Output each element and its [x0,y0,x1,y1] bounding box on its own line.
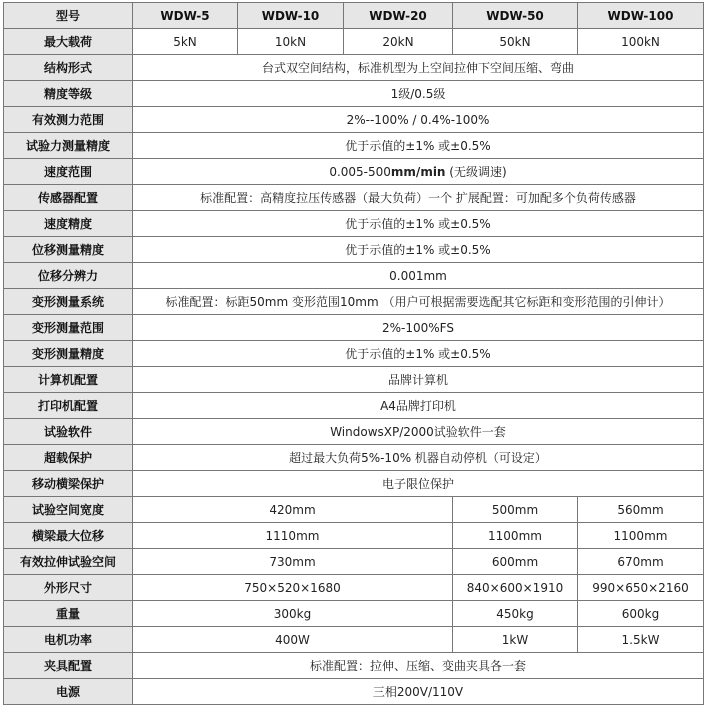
spec-row [4,575,704,601]
spec-value: A4品牌打印机 [133,393,704,419]
spec-row [4,601,704,627]
row-label: 位移测量精度 [4,237,133,263]
row-label: 移动横梁保护 [4,471,133,497]
spec-row [4,315,704,341]
spec-value: 670mm [578,549,704,575]
spec-value: 1100mm [453,523,578,549]
spec-row [4,81,704,107]
row-label: 重量 [4,601,133,627]
spec-row [4,237,704,263]
row-label: 位移分辨力 [4,263,133,289]
spec-row [4,133,704,159]
spec-row [4,627,704,653]
speed-range-note: (无级调速) [445,165,507,179]
spec-row [4,55,704,81]
spec-value: 450kg [453,601,578,627]
spec-value: 优于示值的±1% 或±0.5% [133,237,704,263]
spec-row [4,679,704,705]
spec-row [4,367,704,393]
row-label: 超载保护 [4,445,133,471]
row-label: 电机功率 [4,627,133,653]
spec-value: 电子限位保护 [133,471,704,497]
spec-row [4,185,704,211]
spec-value: 优于示值的±1% 或±0.5% [133,341,704,367]
row-label: 结构形式 [4,55,133,81]
spec-value: 优于示值的±1% 或±0.5% [133,211,704,237]
row-label: 电源 [4,679,133,705]
spec-value: 1kW [453,627,578,653]
spec-table [3,2,704,705]
model-header-row [4,3,704,29]
spec-value: 840×600×1910 [453,575,578,601]
spec-value: 1.5kW [578,627,704,653]
spec-value: 2%-100%FS [133,315,704,341]
spec-value: 5kN [133,29,238,55]
spec-row [4,211,704,237]
spec-value: 300kg [133,601,453,627]
spec-value: 400W [133,627,453,653]
spec-row [4,549,704,575]
spec-value: 2%--100% / 0.4%-100% [133,107,704,133]
model-name: WDW-20 [344,3,453,29]
spec-value: 1100mm [578,523,704,549]
spec-value: 750×520×1680 [133,575,453,601]
spec-value: 台式双空间结构，标准机型为上空间拉伸下空间压缩、弯曲 [133,55,704,81]
spec-row [4,653,704,679]
spec-value: 标准配置：高精度拉压传感器（最大负荷）一个 扩展配置：可加配多个负荷传感器 [133,185,704,211]
model-name: WDW-50 [453,3,578,29]
spec-value: 10kN [238,29,344,55]
spec-row [4,263,704,289]
row-label: 外形尺寸 [4,575,133,601]
row-label: 型号 [4,3,133,29]
spec-value: 1级/0.5级 [133,81,704,107]
spec-value: 420mm [133,497,453,523]
spec-row [4,497,704,523]
spec-value: 600kg [578,601,704,627]
spec-value [133,159,704,185]
spec-value: 1110mm [133,523,453,549]
spec-row [4,393,704,419]
spec-row [4,445,704,471]
spec-value: 品牌计算机 [133,367,704,393]
row-label: 速度精度 [4,211,133,237]
row-label: 传感器配置 [4,185,133,211]
row-label: 打印机配置 [4,393,133,419]
spec-value: 20kN [344,29,453,55]
model-name: WDW-10 [238,3,344,29]
model-name: WDW-100 [578,3,704,29]
row-label: 速度范围 [4,159,133,185]
spec-value: 0.001mm [133,263,704,289]
spec-row [4,289,704,315]
row-label: 最大载荷 [4,29,133,55]
spec-row [4,107,704,133]
spec-value: 600mm [453,549,578,575]
spec-row [4,419,704,445]
spec-row [4,29,704,55]
row-label: 计算机配置 [4,367,133,393]
spec-value: 500mm [453,497,578,523]
spec-row [4,471,704,497]
spec-value: 100kN [578,29,704,55]
spec-value: 730mm [133,549,453,575]
speed-range-value: 0.005-500 [329,165,391,179]
spec-value: 三相200V/110V [133,679,704,705]
row-label: 有效测力范围 [4,107,133,133]
spec-value: WindowsXP/2000试验软件一套 [133,419,704,445]
row-label: 试验空间宽度 [4,497,133,523]
spec-value: 标准配置：标距50mm 变形范围10mm （用户可根据需要选配其它标距和变形范围的引伸计） [133,289,704,315]
spec-row [4,159,704,185]
row-label: 变形测量系统 [4,289,133,315]
row-label: 有效拉伸试验空间 [4,549,133,575]
spec-value: 560mm [578,497,704,523]
row-label: 试验软件 [4,419,133,445]
spec-value: 标准配置：拉伸、压缩、变曲夹具各一套 [133,653,704,679]
row-label: 夹具配置 [4,653,133,679]
spec-row [4,523,704,549]
row-label: 变形测量范围 [4,315,133,341]
model-name: WDW-5 [133,3,238,29]
row-label: 试验力测量精度 [4,133,133,159]
row-label: 精度等级 [4,81,133,107]
spec-value: 990×650×2160 [578,575,704,601]
row-label: 变形测量精度 [4,341,133,367]
spec-value: 优于示值的±1% 或±0.5% [133,133,704,159]
spec-value: 超过最大负荷5%-10% 机器自动停机（可设定） [133,445,704,471]
speed-range-unit: mm/min [390,165,446,179]
spec-row [4,341,704,367]
row-label: 横梁最大位移 [4,523,133,549]
spec-value: 50kN [453,29,578,55]
